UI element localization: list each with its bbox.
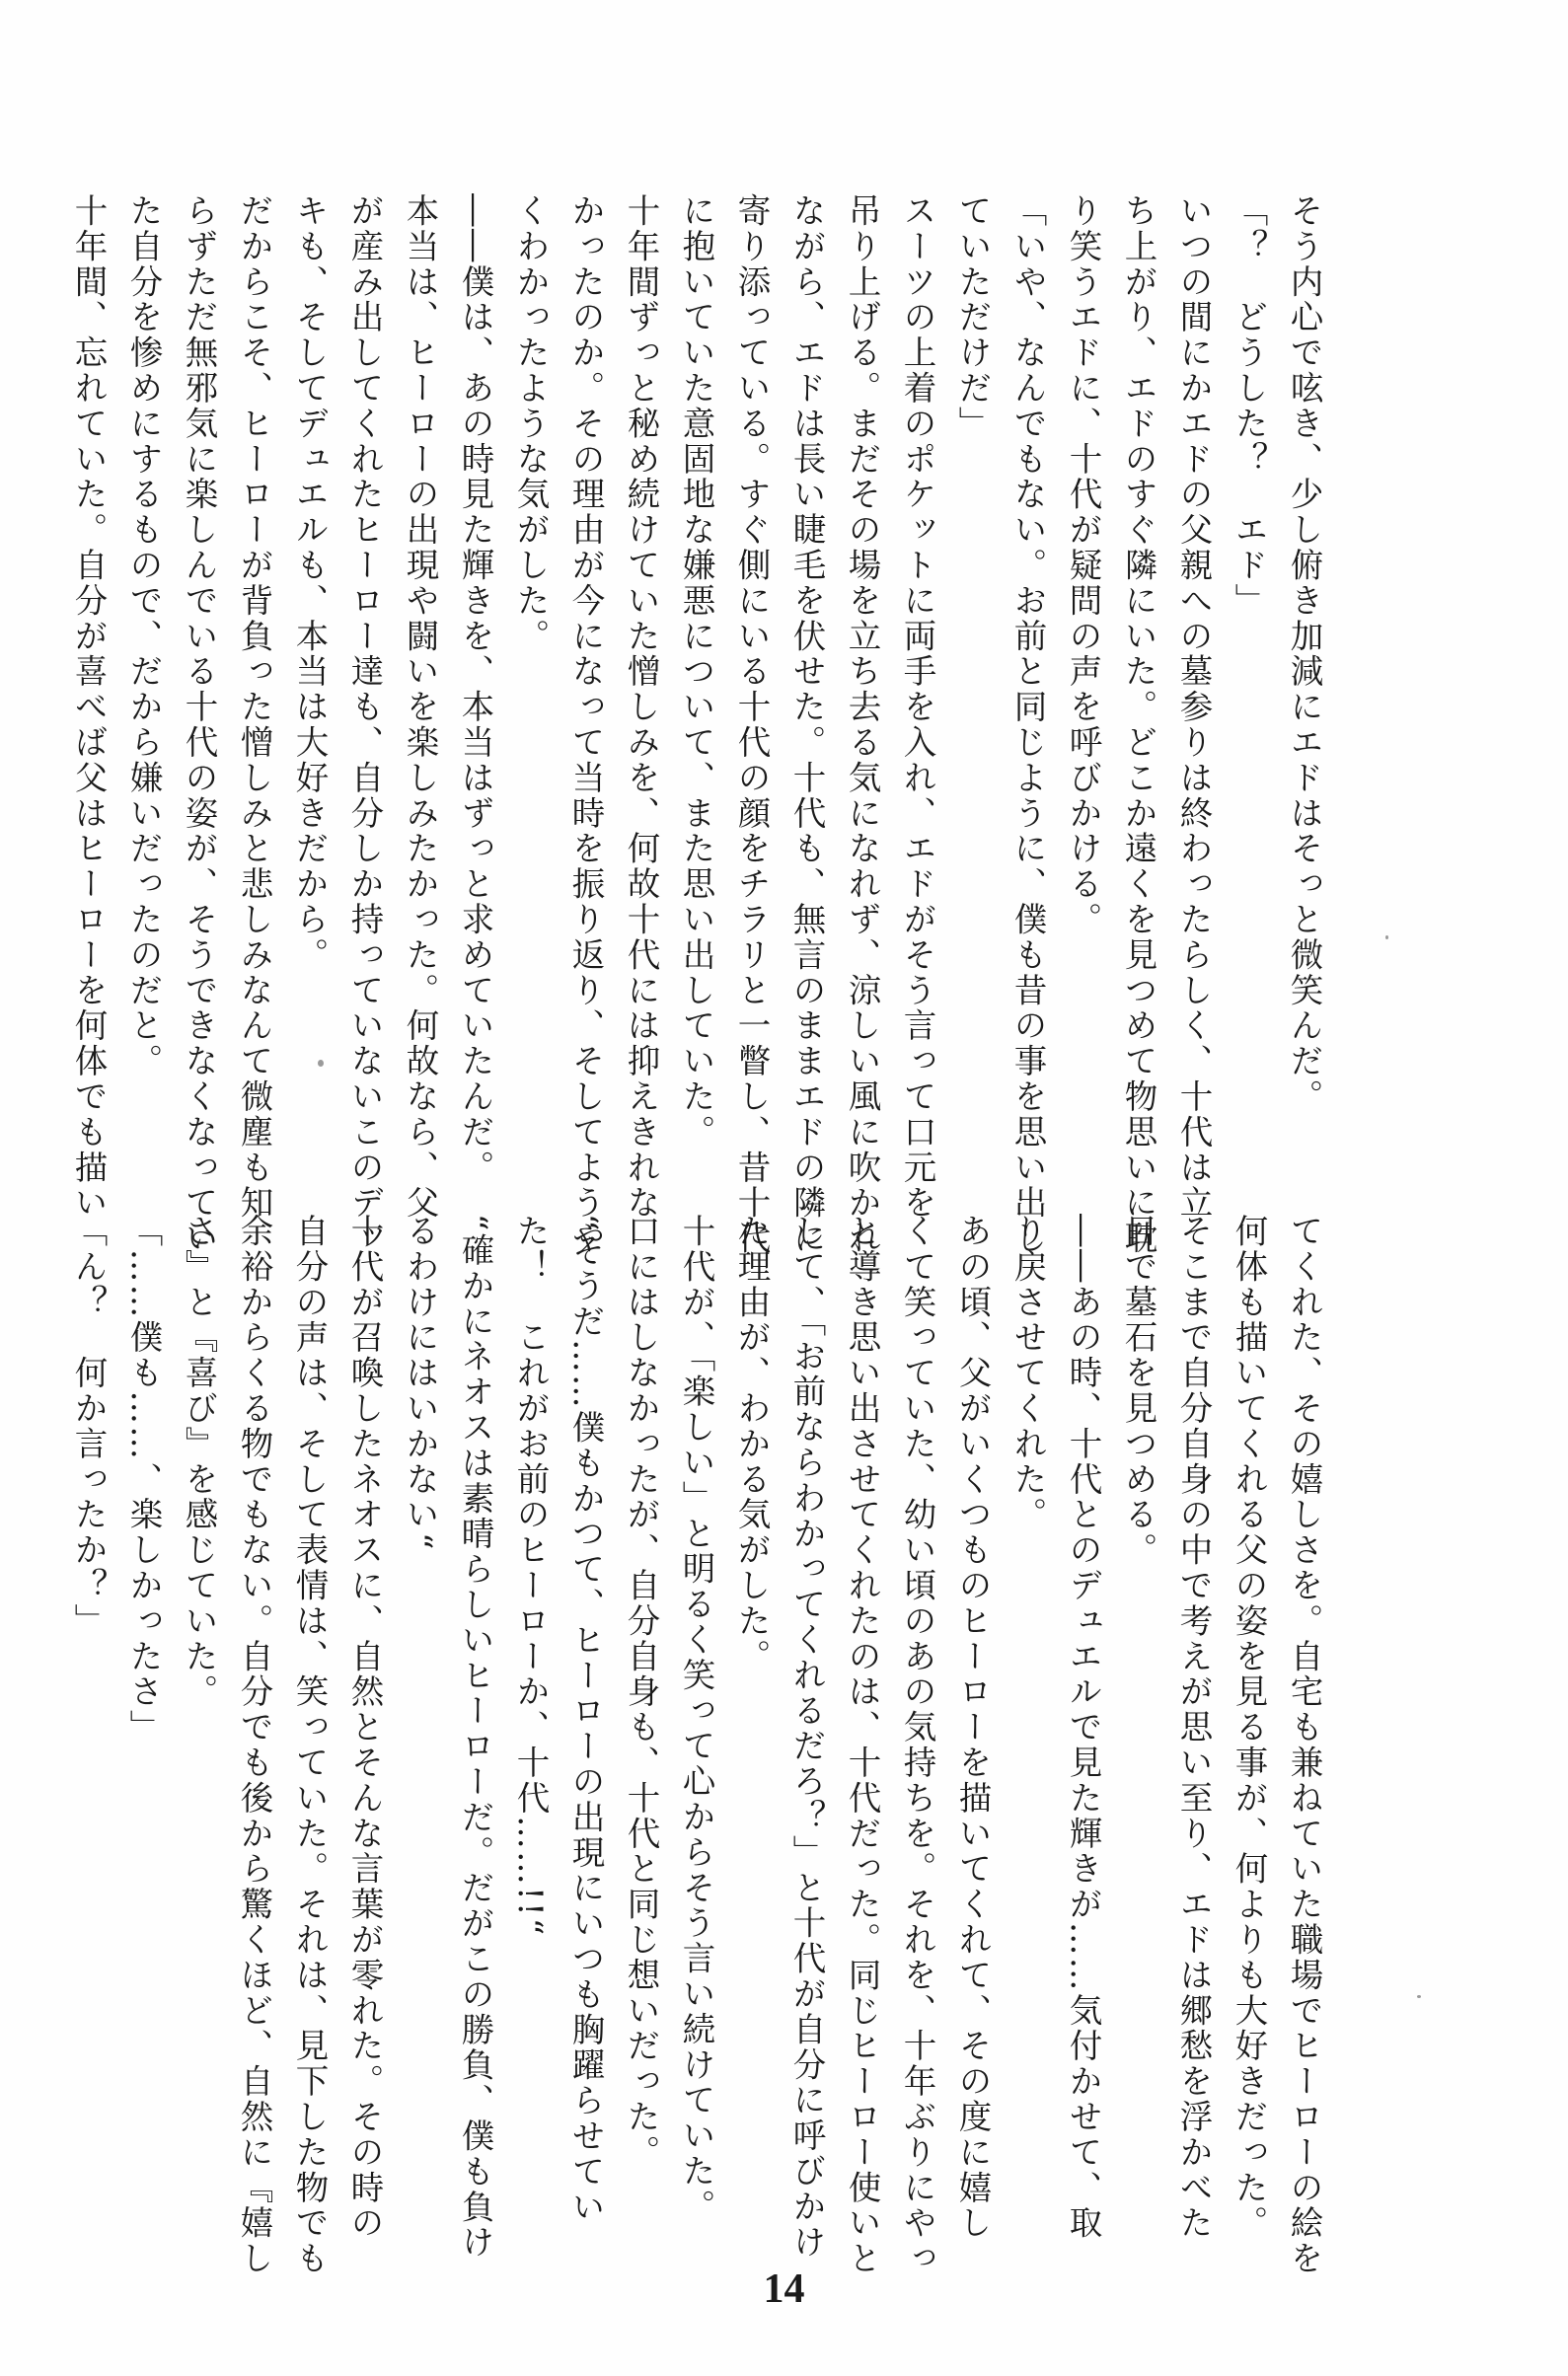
text-line: 寄り添っている。すぐ側にいる十代の顔をチラリと一瞥し、昔十代 — [732, 193, 771, 1256]
scan-speck — [318, 1060, 324, 1067]
text-line: 何体も描いてくれる父の姿を見る事が、何よりも大好きだった。 — [1230, 1214, 1268, 2242]
lower-text-block — [69, 1214, 1331, 2276]
text-line: た理由が、わかる気がした。 — [732, 1214, 771, 1674]
text-line: ――僕は、あの時見た輝きを、本当はずっと求めていたんだ。 — [456, 193, 494, 1186]
text-line: 本当は、ヒーローの出現や闘いを楽しみたかった。何故なら、父 — [401, 193, 439, 1222]
text-line: さ』と『喜び』を感じていた。 — [180, 1214, 218, 1710]
text-line: 十年間、忘れていた。自分が喜べば父はヒーローを何体でも描い — [69, 193, 108, 1222]
text-line: 「……僕も……、楽しかったさ」 — [124, 1214, 163, 1745]
text-line: てくれた、その嬉しさを。自宅も兼ねていた職場でヒーローの絵を — [1285, 1214, 1323, 2276]
text-line: “そうだ……僕もかつて、ヒーローの出現にいつも胸躍らせてい — [566, 1214, 605, 2225]
text-line: らずただ無邪気に楽しんでいる十代の姿が、そうできなくなってい — [180, 193, 218, 1256]
scan-speck — [1417, 1995, 1421, 1998]
text-line: だからこそ、ヒーローが背負った憎しみと悲しみなんて微塵も知 — [235, 193, 273, 1222]
text-line: り戻させてくれた。 — [1008, 1214, 1047, 1533]
text-line: ていただけだ」 — [953, 193, 992, 442]
text-line: と導き思い出させてくれたのは、十代だった。同じヒーロー使いと — [843, 1214, 881, 2276]
text-line: ――あの時、十代とのデュエルで見た輝きが……気付かせて、取 — [1064, 1214, 1102, 2242]
scan-speck — [1385, 935, 1388, 939]
text-line: スーツの上着のポケットに両手を入れ、エドがそう言って口元を — [898, 193, 936, 1222]
text-line: そこまで自分自身の中で考えが思い至り、エドは郷愁を浮かべた — [1174, 1214, 1213, 2242]
text-line: 「いや、なんでもない。お前と同じように、僕も昔の事を思い出し — [1008, 193, 1047, 1257]
text-line: るわけにはいかない“ — [401, 1214, 439, 1552]
page-number: 14 — [763, 2266, 805, 2312]
text-line: た！ これがお前のヒーローか、十代……!!“ — [511, 1214, 550, 1938]
text-line: かったのか。その理由が今になって当時を振り返り、そしてようや — [566, 193, 605, 1256]
text-line: 十年間ずっと秘め続けていた憎しみを、何故十代には抑えきれな — [622, 193, 660, 1222]
text-line: あの頃、父がいくつものヒーローを描いてくれて、その度に嬉し — [953, 1214, 992, 2242]
text-line: ながら、エドは長い睫毛を伏せた。十代も、無言のままエドの隣に — [787, 193, 826, 1256]
upper-text-block — [69, 193, 1331, 1257]
text-line: 十代が召喚したネオスに、自然とそんな言葉が零れた。その時の — [345, 1214, 384, 2242]
text-line: 十代が、「楽しい」と明るく笑って心からそう言い続けていた。 — [677, 1214, 715, 2225]
text-line: り笑うエドに、十代が疑問の声を呼びかける。 — [1064, 193, 1102, 937]
text-line: 吊り上げる。まだその場を立ち去る気になれず、涼しい風に吹かれ — [843, 193, 881, 1256]
text-line: ち上がり、エドのすぐ隣にいた。どこか遠くを見つめて物思いに耽 — [1119, 193, 1157, 1256]
text-line: “確かにネオスは素晴らしいヒーローだ。だがこの勝負、僕も負け — [456, 1214, 494, 2261]
text-line: が産み出してくれたヒーロー達も、自分しか持っていないこのデッ — [345, 193, 384, 1256]
text-line: 目で墓石を見つめる。 — [1119, 1214, 1157, 1568]
text-line: 「？ どうした？ エド」 — [1230, 193, 1268, 619]
text-line: して、「お前ならわかってくれるだろ？」と十代が自分に呼びかけ — [787, 1214, 826, 2261]
text-line: 自分の声は、そして表情は、笑っていた。それは、見下した物でも — [290, 1214, 329, 2276]
text-line: そう内心で呟き、少し俯き加減にエドはそっと微笑んだ。 — [1285, 193, 1323, 1115]
text-line: くて笑っていた、幼い頃のあの気持ちを。それを、十年ぶりにやっ — [898, 1214, 936, 2276]
text-line: 余裕からくる物でもない。自分でも後から驚くほど、自然に『嬉し — [235, 1214, 273, 2276]
text-line: いつの間にかエドの父親への墓参りは終わったらしく、十代は立 — [1174, 193, 1213, 1222]
text-line: キも、そしてデュエルも、本当は大好きだから。 — [290, 193, 329, 973]
text-line: た自分を惨めにするもので、だから嫌いだったのだと。 — [124, 193, 163, 1079]
text-line: 「ん？ 何か言ったか？」 — [69, 1214, 108, 1639]
text-line: に抱いていた意固地な嫌悪について、また思い出していた。 — [677, 193, 715, 1151]
text-line: 口にはしなかったが、自分自身も、十代と同じ想いだった。 — [622, 1214, 660, 2171]
text-line: くわかったような気がした。 — [511, 193, 550, 654]
